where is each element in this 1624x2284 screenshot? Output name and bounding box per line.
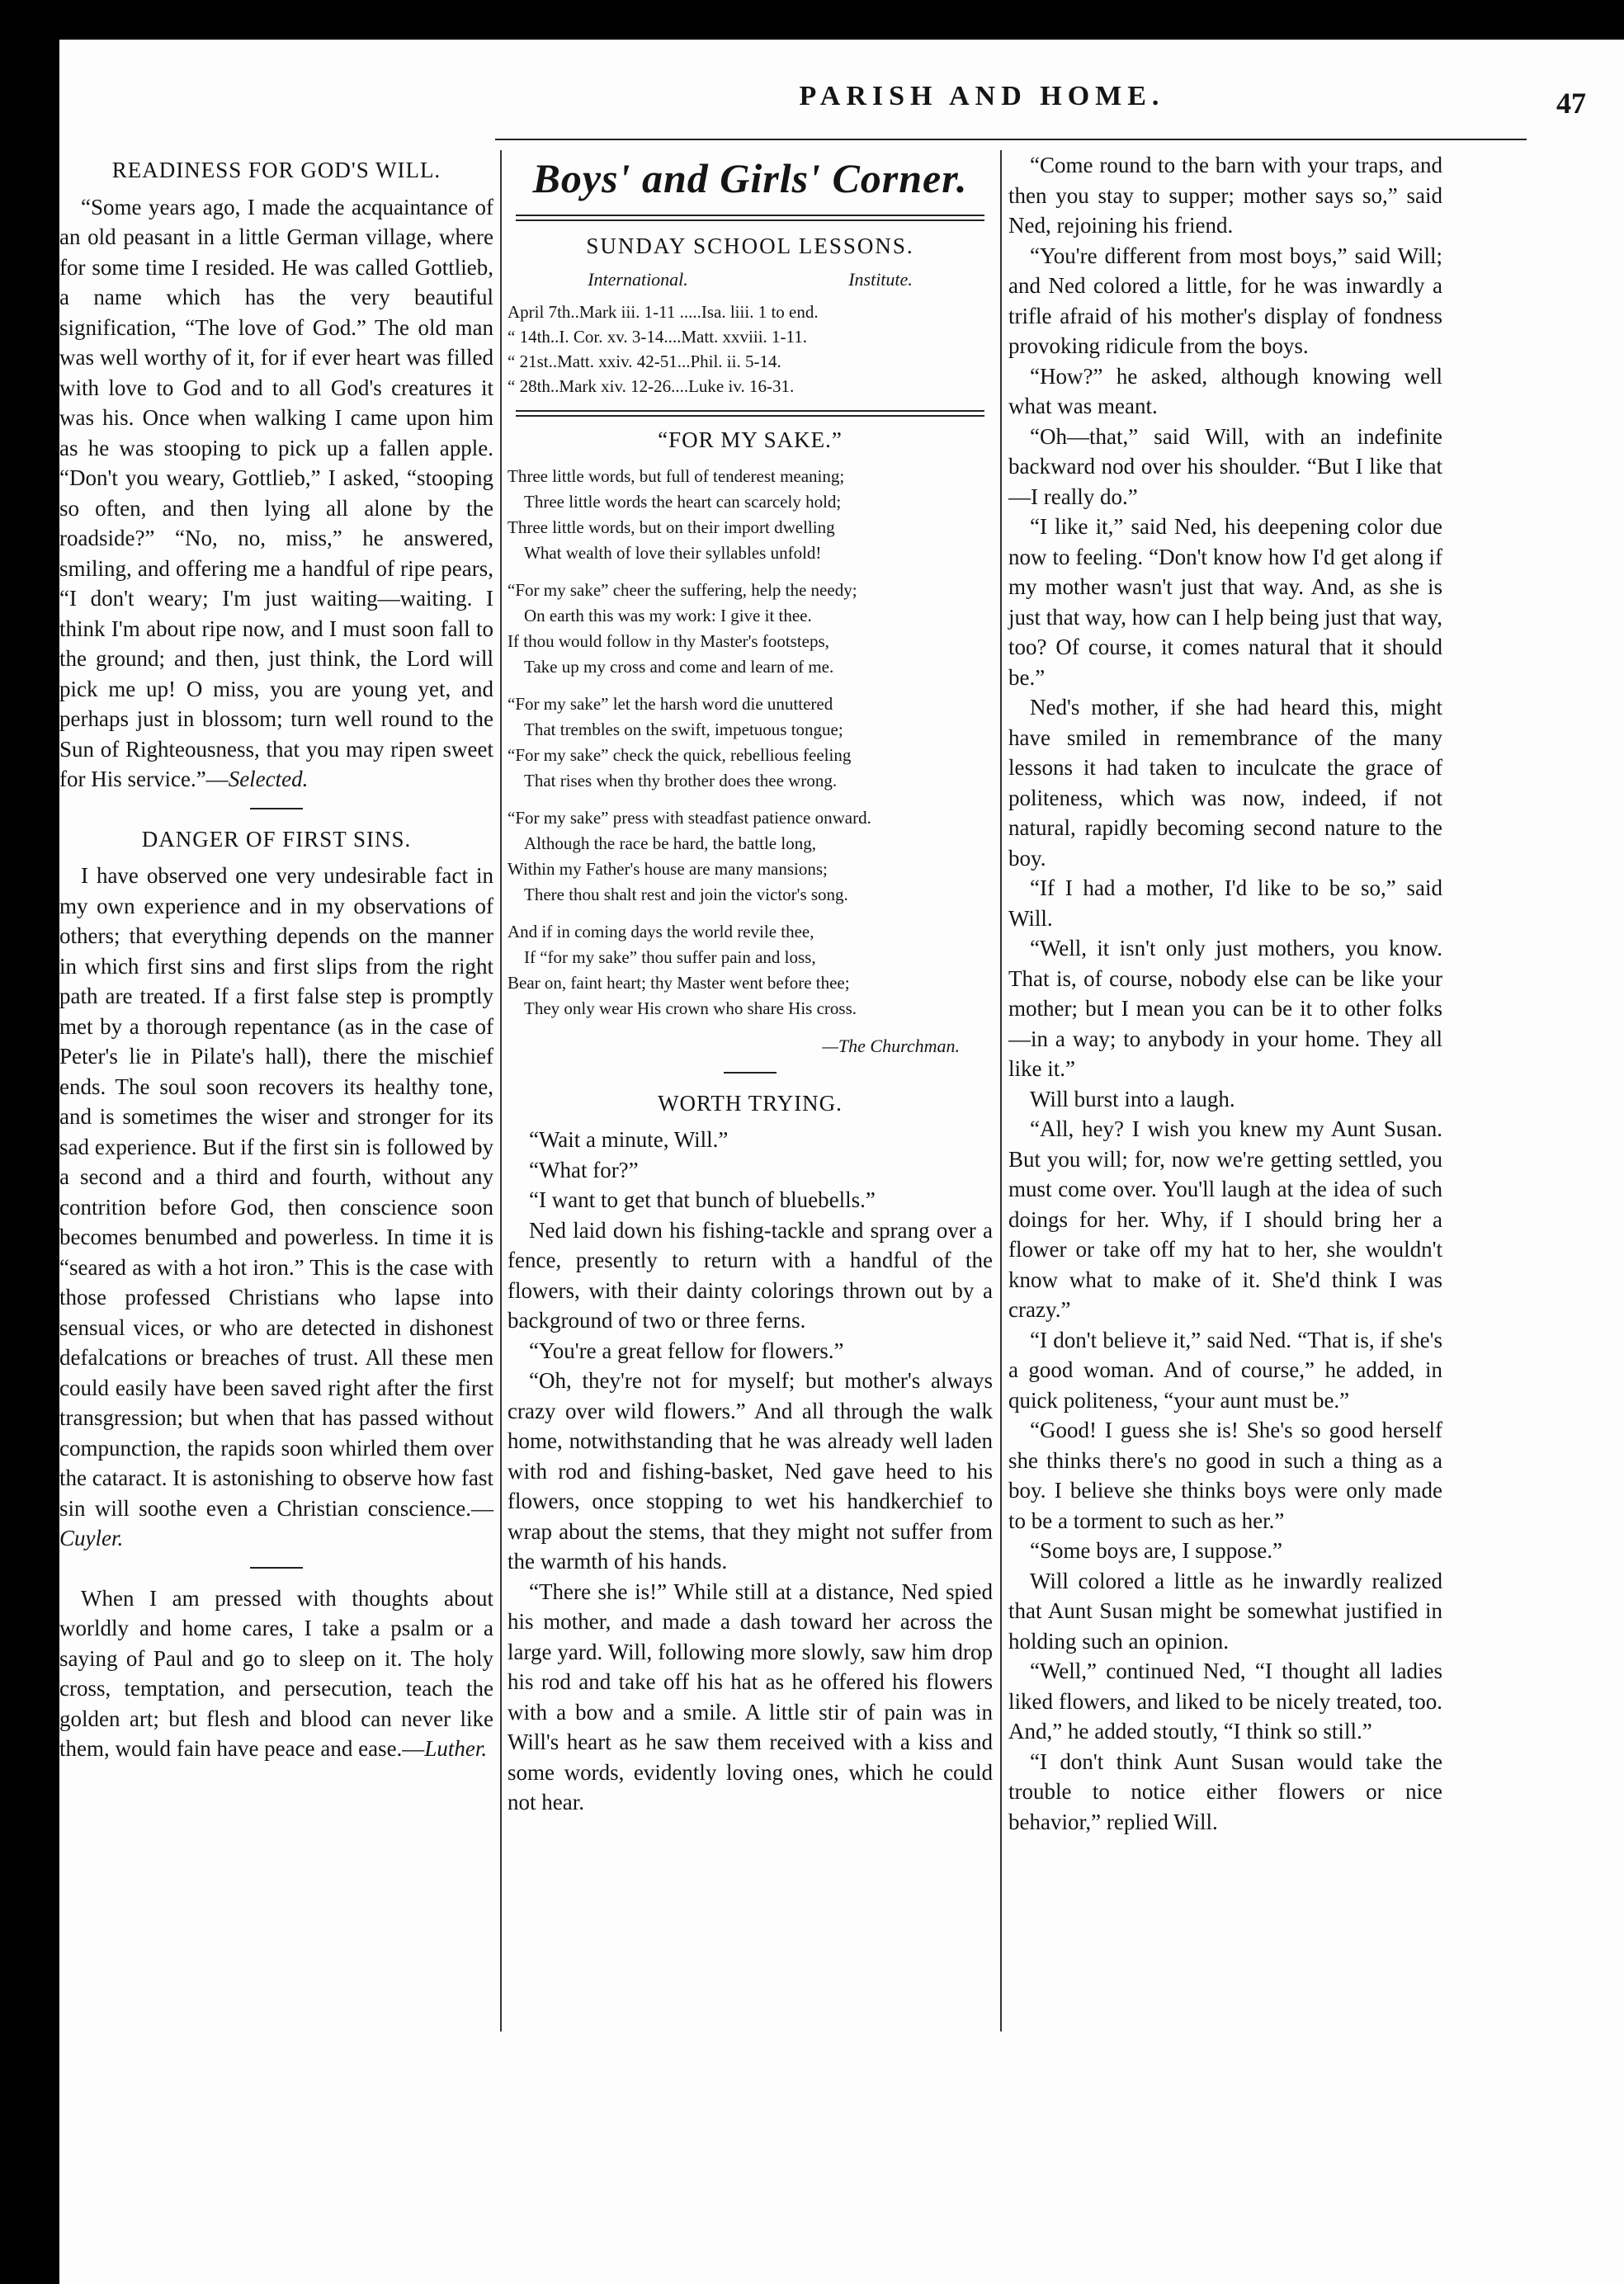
article-paragraph: “Some years ago, I made the acquaintance of an old peasant in a little German village, where for some time I resided. He was called Gottlieb, a name which has the very beautiful signification, “The love of God.” The old man was well worthy of it, for if ever heart was filled with love to God and to all God's creatures it was his. Once when walking I came upon him as he was stooping to pick up a fallen apple. “Don't you weary, Gottlieb,” I asked, “stooping so often, and then lying all alone by the roadside?” “No, no, miss,” he answered, smiling, and offering me a handful of ripe pears, “I don't weary; I'm just waiting—waiting. I think I'm about ripe now, and I must soon fall to the ground; and then, just think, the Lord will pick me up! O miss, you are young yet, and perhaps just in blossom; turn well round to the Sun of Righteousness, that you may ripen sweet for His service.”—Selected. xyxy=(59,194,493,791)
poem-line: Three little words, but on their import dwelling xyxy=(508,517,835,537)
article-author: Selected. xyxy=(228,767,309,791)
poem-line: “For my sake” press with steadfast patience onward. xyxy=(508,807,871,828)
story-paragraph: “What for?” xyxy=(529,1157,639,1182)
poem-line: Take up my cross and come and learn of me. xyxy=(524,656,834,677)
column-divider xyxy=(1000,150,1002,2032)
poem-line: “For my sake” let the harsh word die unuttered xyxy=(508,693,833,714)
story-paragraph: “Wait a minute, Will.” xyxy=(529,1127,729,1152)
story-paragraph: “Good! I guess she is! She's so good herself she thinks there's no good in such a thing as a boy. I believe she thinks boys were only made to be a torment to such as her.” xyxy=(1008,1418,1442,1533)
poem-line: And if in coming days the world revile thee, xyxy=(508,921,814,941)
lesson-row: “ 28th..Mark xiv. 12-26....Luke iv. 16-31. xyxy=(508,376,795,396)
poem-title: “FOR MY SAKE.” xyxy=(658,427,843,452)
poem-line: What wealth of love their syllables unfold! xyxy=(524,542,822,563)
story-paragraph: “I don't believe it,” said Ned. “That is, if she's a good woman. And of course,” he added, in quick politeness, “your aunt must be.” xyxy=(1008,1327,1442,1413)
story-paragraph: “You're different from most boys,” said Will; and Ned colored a little, for he was inwardly a trifle afraid of his mother's display of fondness provoking ridicule from the boys. xyxy=(1008,243,1442,358)
story-paragraph: “I like it,” said Ned, his deepening color due now to feeling. “Don't know how I'd get along if my mother wasn't just that way. And, as she is just that way, how can I help being just that way, too? Of course, it comes natural that it should be.” xyxy=(1008,514,1442,690)
poem-line: That trembles on the swift, impetuous tongue; xyxy=(524,719,843,739)
article-paragraph: When I am pressed with thoughts about worldly and home cares, I take a psalm or a saying of Paul and go to sleep on it. The holy cross, temptation, and persecution, teach the golden art; but flesh and blood can never like them, would fain have peace and ease.—Luther. xyxy=(59,1585,493,1761)
story-paragraph: “If I had a mother, I'd like to be so,” said Will. xyxy=(1008,875,1442,931)
section-separator xyxy=(724,1072,777,1074)
lessons-list xyxy=(508,300,993,399)
story-paragraph: “Oh—that,” said Will, with an indefinite backward nod over his shoulder. “But I like that—I really do.” xyxy=(1008,423,1442,509)
section-separator xyxy=(250,808,303,809)
story-title: WORTH TRYING. xyxy=(658,1090,843,1116)
lesson-row: “ 14th..I. Cor. xv. 3-14....Matt. xxviii. 1-11. xyxy=(508,327,807,347)
lessons-heading-institute: Institute. xyxy=(848,268,913,290)
poem-stanza xyxy=(508,919,993,1022)
lesson-row: “ 21st..Matt. xxiv. 42-51...Phil. ii. 5-14. xyxy=(508,352,781,371)
poem-line: There thou shalt rest and join the victor's song. xyxy=(524,884,848,904)
article-title: READINESS FOR GOD'S WILL. xyxy=(111,158,441,182)
poem-attribution: —The Churchman. xyxy=(822,1035,960,1056)
corner-title: Boys' and Girls' Corner. xyxy=(532,155,968,201)
poem-line: That rises when thy brother does thee wrong. xyxy=(524,770,838,790)
article-title: DANGER OF FIRST SINS. xyxy=(141,826,412,852)
poem-line: On earth this was my work: I give it thee. xyxy=(524,605,812,625)
story-paragraph: “How?” he asked, although knowing well what was meant. xyxy=(1008,363,1442,418)
section-separator xyxy=(250,1567,303,1569)
poem-line: Three little words the heart can scarcely hold; xyxy=(524,491,842,512)
poem-line: If “for my sake” thou suffer pain and loss, xyxy=(524,946,816,967)
column-middle xyxy=(508,150,993,1818)
poem-stanza xyxy=(508,578,993,680)
column-left xyxy=(59,150,493,1764)
story-paragraph: “There she is!” While still at a distance, Ned spied his mother, and made a dash toward her across the large yard. Will, following more slowly, saw him drop his rod and take off his hat as he offered his flowers with a bow and a smile. A little stir of pain was in Will's heart as he saw them received with a kiss and some words, evidently loving ones, which he could not hear. xyxy=(508,1579,993,1814)
poem-line: “For my sake” check the quick, rebellious feeling xyxy=(508,744,852,765)
story-paragraph: Ned laid down his fishing-tackle and sprang over a fence, presently to return with a handful of the flowers, with their dainty colorings thrown out by a background of two or three ferns. xyxy=(508,1217,993,1333)
page-header-title: PARISH AND HOME. xyxy=(799,81,1165,111)
story-paragraph: “I want to get that bunch of bluebells.” xyxy=(529,1187,876,1212)
column-divider xyxy=(500,150,502,2032)
poem xyxy=(508,464,993,1059)
story-paragraph: “All, hey? I wish you knew my Aunt Susan. But you will; for, now we're getting settled, you must come over. You'll laugh at the idea of such doings for her. Why, if I should bring her a flower or take off my hat to her, she wouldn't know what to make of it. She'd think I was crazy.” xyxy=(1008,1116,1442,1322)
story-paragraph: Will colored a little as he inwardly realized that Aunt Susan might be somewhat justified in holding such an opinion. xyxy=(1008,1568,1442,1654)
story-paragraph: “Some boys are, I suppose.” xyxy=(1030,1538,1282,1563)
lessons-title: SUNDAY SCHOOL LESSONS. xyxy=(586,234,914,258)
article-paragraph: I have observed one very undesirable fact in my own experience and in my observations of others; that everything depends on the manner in which first sins and first slips from the right path are treated. If a first false step is promptly met by a thorough repentance (as in the case of Peter's lie in Pilate's hall), there the mischief ends. The soul soon recovers its healthy tone, and is sometimes the wiser and stronger for its sad experience. But if the first sin is followed by a second and a third and fourth, without any contrition before God, then conscience soon becomes benumbed and powerless. In time it is “seared as with a hot iron.” This is the case with those professed Christians who lapse into sensual vices, or who are detected in dishonest defalcations or breaches of trust. All these men could easily have been saved right after the first transgression; but when that has passed without compunction, the rapids soon whirled them over the cataract. It is astonishing to observe how fast sin will soothe even a Christian conscience.—Cuyler. xyxy=(59,863,493,1550)
double-rule xyxy=(516,410,984,417)
lessons-headings xyxy=(508,265,993,295)
article-author: Cuyler. xyxy=(59,1526,124,1550)
story-paragraph: Will burst into a laugh. xyxy=(1030,1086,1235,1111)
header-rule xyxy=(495,139,1527,140)
poem-stanza xyxy=(508,691,993,794)
story-paragraph: “I don't think Aunt Susan would take the trouble to notice either flowers or nice behavior,” replied Will. xyxy=(1008,1748,1442,1834)
story-paragraph: “Well,” continued Ned, “I thought all ladies liked flowers, and liked to be nicely treated, too. And,” he added stoutly, “I think so still.” xyxy=(1008,1659,1442,1744)
poem-line: “For my sake” cheer the suffering, help the needy; xyxy=(508,579,857,600)
lesson-row: April 7th..Mark iii. 1-11 .....Isa. liii. 1 to end. xyxy=(508,302,819,322)
article-author: Luther. xyxy=(424,1736,488,1761)
poem-line: Within my Father's house are many mansions; xyxy=(508,858,828,879)
lessons-heading-international: International. xyxy=(588,268,688,290)
column-right xyxy=(1008,150,1442,1837)
story-paragraph: “Come round to the barn with your traps, and then you stay to supper; mother says so,” said Ned, rejoining his friend. xyxy=(1008,153,1442,238)
story-paragraph: “You're a great fellow for flowers.” xyxy=(529,1338,844,1363)
story-paragraph: “Oh, they're not for myself; but mother's always crazy over wild flowers.” And all through the walk home, notwithstanding that he was already well laden with rod and fishing-basket, Ned gave heed to his flowers, once stopping to wet his handkerchief to wrap about the stems, that they might not suffer from the warmth of his hands. xyxy=(508,1368,993,1574)
story-paragraph: Ned's mother, if she had heard this, might have smiled in remembrance of the many lessons it had taken to inculcate the grace of politeness, which was now, indeed, if not natural, rapidly becoming second nature to the boy. xyxy=(1008,695,1442,871)
poem-line: Three little words, but full of tenderest meaning; xyxy=(508,465,845,486)
double-rule xyxy=(516,215,984,221)
poem-line: Bear on, faint heart; thy Master went before thee; xyxy=(508,972,850,993)
poem-stanza xyxy=(508,464,993,566)
page-number: 47 xyxy=(1556,87,1586,120)
poem-line: If thou would follow in thy Master's footsteps, xyxy=(508,630,829,651)
poem-stanza xyxy=(508,805,993,908)
poem-line: They only wear His crown who share His cross. xyxy=(524,998,857,1018)
poem-line: Although the race be hard, the battle long, xyxy=(524,833,816,853)
story-paragraph: “Well, it isn't only just mothers, you know. That is, of course, nobody else can be like your mother; but I mean you can be it to other folks—in a way; to anybody in your home. They all like it.” xyxy=(1008,936,1442,1081)
